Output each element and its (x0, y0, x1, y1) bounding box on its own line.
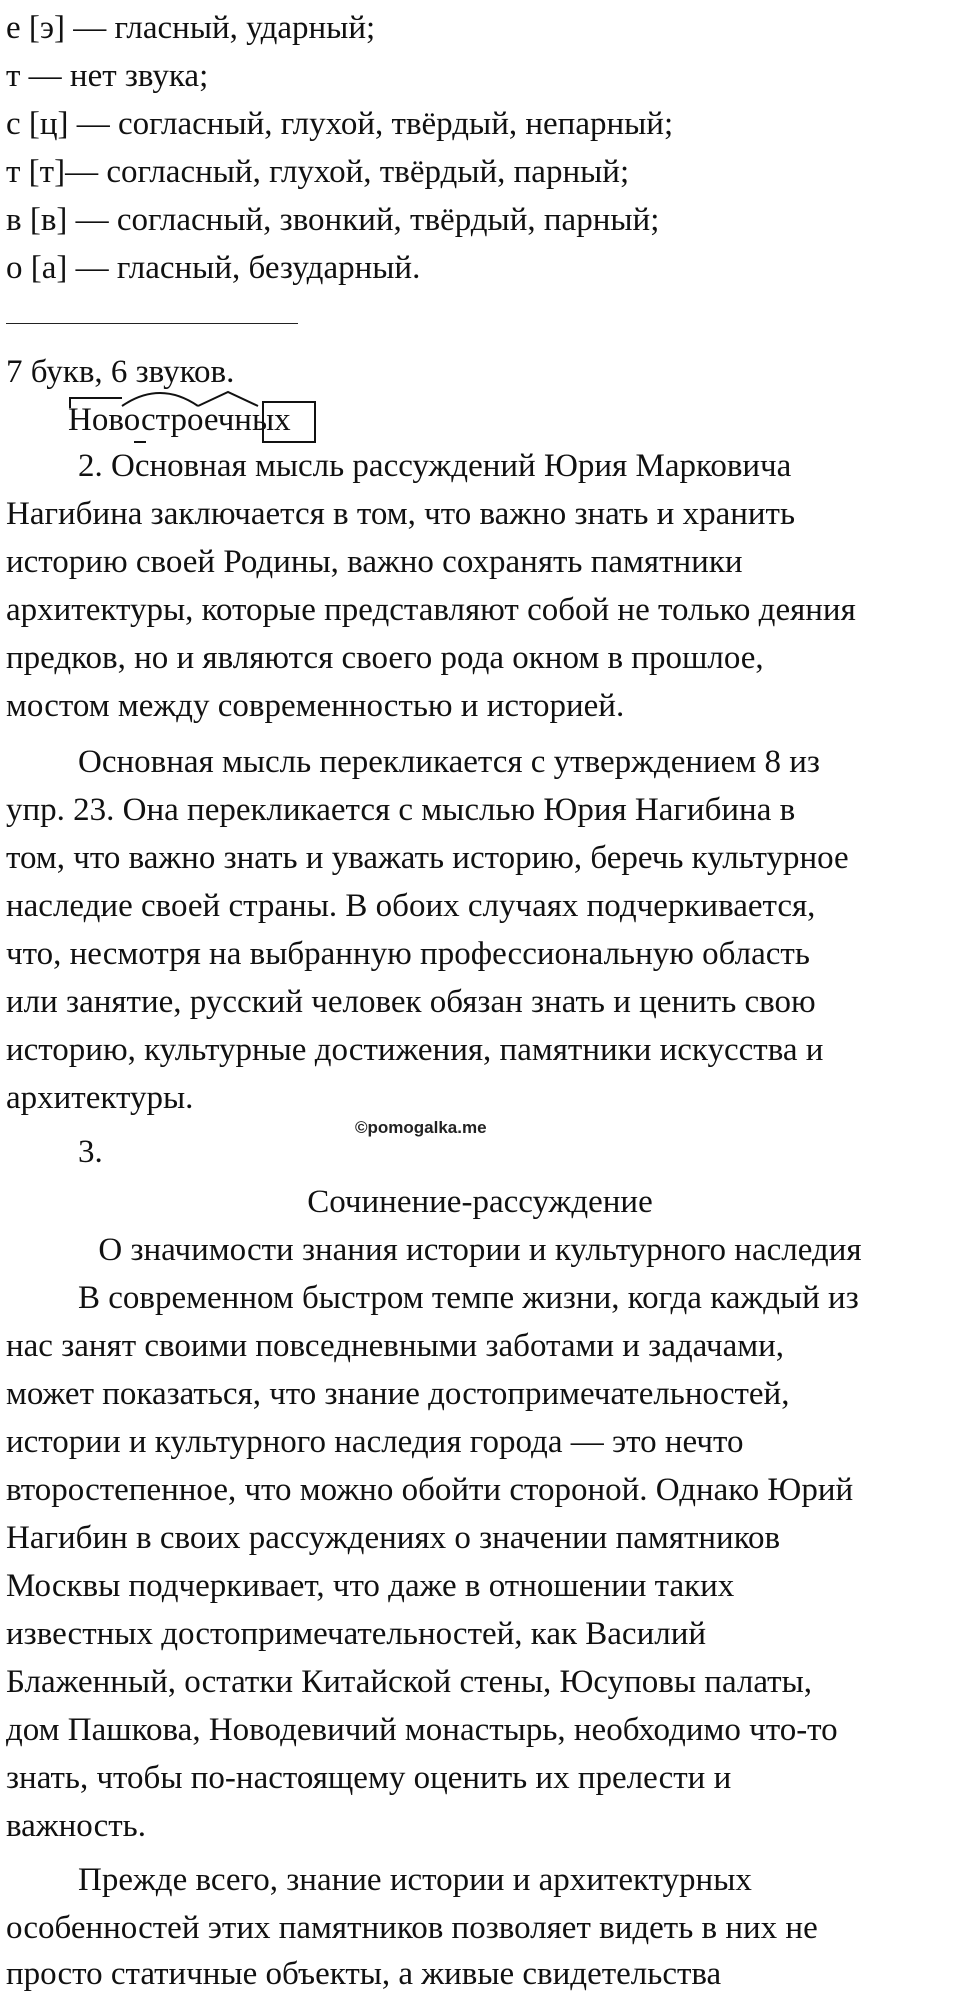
essay-p1-line-8: известных достопримечательностей, как Василий (6, 1616, 707, 1652)
essay-p1-line-9: Блаженный, остатки Китайской стены, Юсуповы палаты, (6, 1664, 813, 1700)
task2-p2-line-2: упр. 23. Она перекликается с мыслью Юрия Нагибина в (6, 792, 796, 828)
letters-sounds-summary: 7 букв, 6 звуков. (6, 354, 235, 390)
task2-p1-line-2: Нагибина заключается в том, что важно знать и хранить (6, 496, 796, 532)
divider-line (6, 323, 298, 324)
task2-p2-line-1: Основная мысль перекликается с утверждением 8 из (78, 744, 820, 780)
task2-p1-line-4: архитектуры, которые представляют собой не только деяния (6, 592, 856, 628)
essay-p1-line-3: может показаться, что знание достопримечательностей, (6, 1376, 790, 1412)
task2-p2-line-4: наследие своей страны. В обоих случаях подчеркивается, (6, 888, 816, 924)
essay-p1-line-7: Москвы подчеркивает, что даже в отношении таких (6, 1568, 735, 1604)
essay-p2-line-2: особенностей этих памятников позволяет видеть в них не (6, 1910, 818, 1946)
morpheme-prefix: Нов (68, 402, 124, 438)
essay-subtitle: О значимости знания истории и культурного наследия (98, 1232, 862, 1268)
essay-p1-line-1: В современном быстром темпе жизни, когда каждый из (78, 1280, 859, 1316)
sound-line-1: е [э] — гласный, ударный; (6, 10, 376, 46)
essay-p1-line-2: нас занят своими повседневными заботами и задачами, (6, 1328, 785, 1364)
watermark: ©pomogalka.me (355, 1118, 487, 1137)
morpheme-root: о (123, 402, 142, 438)
task2-p1-line-1: 2. Основная мысль рассуждений Юрия Марковича (78, 448, 792, 484)
essay-p1-line-10: дом Пашкова, Новодевичий монастырь, необходимо что-то (6, 1712, 838, 1748)
task2-p2-line-5: что, несмотря на выбранную профессиональную область (6, 936, 810, 972)
essay-p1-line-11: знать, чтобы по-настоящему оценить их прелести и (6, 1760, 732, 1796)
sound-line-3: с [ц] — согласный, глухой, твёрдый, непарный; (6, 106, 674, 142)
task3-number: 3. (78, 1134, 103, 1170)
ending-box-icon (263, 402, 315, 442)
suffix-mark-icon (198, 392, 258, 406)
task2-p2-line-8: архитектуры. (6, 1080, 194, 1116)
morpheme-middle: строечн (141, 402, 252, 438)
essay-p2-line-1: Прежде всего, знание истории и архитектурных (78, 1862, 752, 1898)
task2-p1-line-3: историю своей Родины, важно сохранять памятники (6, 544, 743, 580)
task2-p2-line-7: историю, культурные достижения, памятники искусства и (6, 1032, 824, 1068)
prefix-mark-icon (70, 398, 122, 408)
essay-title: Сочинение-рассуждение (307, 1184, 653, 1220)
sound-line-5: в [в] — согласный, звонкий, твёрдый, парный; (6, 202, 660, 238)
essay-p1-line-5: второстепенное, что можно обойти стороной. Однако Юрий (6, 1472, 854, 1508)
sound-line-6: о [а] — гласный, безударный. (6, 250, 421, 286)
task2-p2-line-3: том, что важно знать и уважать историю, беречь культурное (6, 840, 849, 876)
task2-p1-line-5: предков, но и являются своего рода окном в прошлое, (6, 640, 764, 676)
essay-p2-line-3: просто статичные объекты, а живые свидетельства (6, 1956, 722, 1992)
task2-p1-line-6: мостом между современностью и историей. (6, 688, 625, 724)
essay-p1-line-4: истории и культурного наследия города — это нечто (6, 1424, 744, 1460)
essay-p1-line-6: Нагибин в своих рассуждениях о значении памятников (6, 1520, 781, 1556)
essay-p1-line-12: важность. (6, 1808, 146, 1844)
sound-line-2: т — нет звука; (6, 58, 209, 94)
morpheme-ending: ых (251, 402, 291, 438)
root-arc-icon (122, 393, 198, 406)
task2-p2-line-6: или занятие, русский человек обязан знать и ценить свою (6, 984, 816, 1020)
sound-line-4: т [т]— согласный, глухой, твёрдый, парный; (6, 154, 630, 190)
